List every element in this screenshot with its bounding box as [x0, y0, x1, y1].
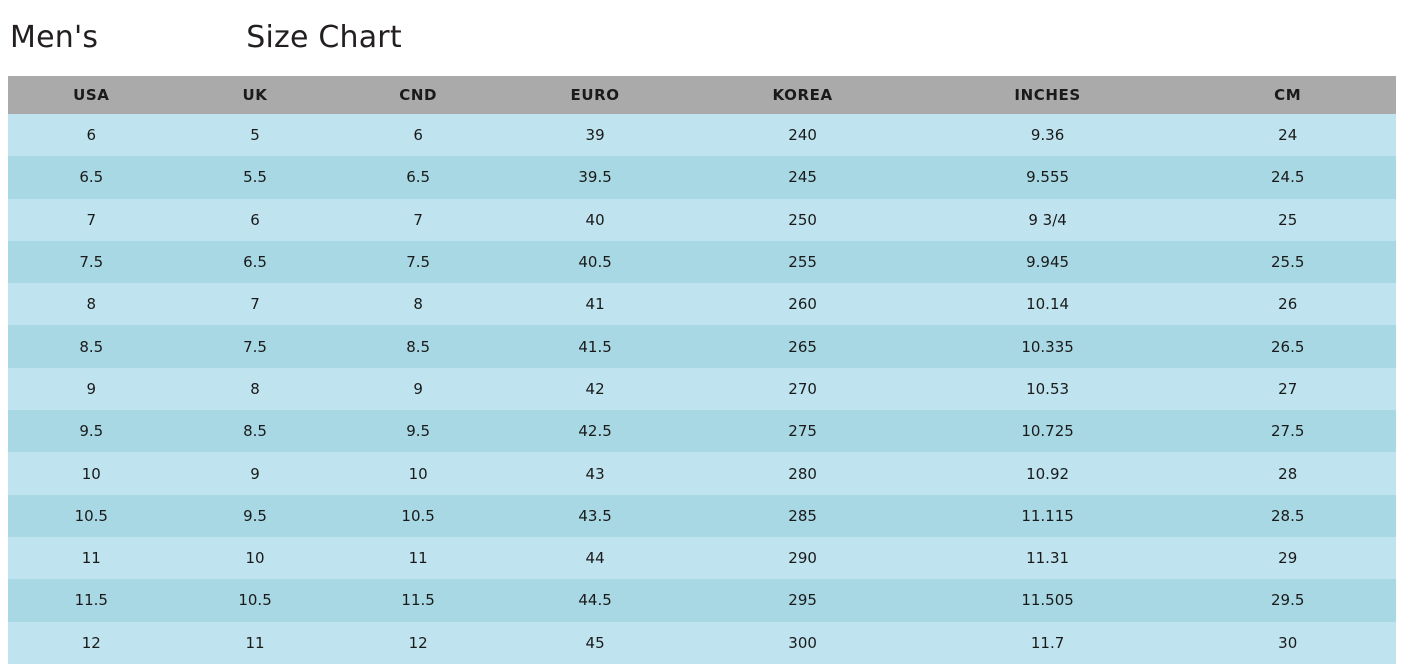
- cell-usa: 10.5: [8, 495, 175, 537]
- cell-euro: 39: [501, 114, 690, 156]
- cell-uk: 5.5: [175, 156, 336, 198]
- column-header-euro: EURO: [501, 76, 690, 114]
- cell-euro: 44.5: [501, 579, 690, 621]
- cell-cm: 28: [1179, 452, 1396, 494]
- cell-euro: 41.5: [501, 325, 690, 367]
- table-row: [8, 495, 1396, 537]
- cell-cm: 27.5: [1179, 410, 1396, 452]
- cell-euro: 39.5: [501, 156, 690, 198]
- cell-cm: 29: [1179, 537, 1396, 579]
- cell-inches: 10.725: [916, 410, 1180, 452]
- cell-uk: 6.5: [175, 241, 336, 283]
- cell-usa: 11.5: [8, 579, 175, 621]
- cell-euro: 44: [501, 537, 690, 579]
- cell-euro: 42.5: [501, 410, 690, 452]
- table-row: [8, 410, 1396, 452]
- cell-korea: 255: [689, 241, 915, 283]
- table-row: [8, 537, 1396, 579]
- cell-cnd: 11.5: [336, 579, 501, 621]
- cell-inches: 10.14: [916, 283, 1180, 325]
- table-row: [8, 199, 1396, 241]
- cell-inches: 11.31: [916, 537, 1180, 579]
- cell-uk: 10.5: [175, 579, 336, 621]
- cell-euro: 42: [501, 368, 690, 410]
- cell-inches: 9.945: [916, 241, 1180, 283]
- cell-korea: 240: [689, 114, 915, 156]
- cell-uk: 9: [175, 452, 336, 494]
- column-header-korea: KOREA: [689, 76, 915, 114]
- table-row: [8, 579, 1396, 621]
- cell-usa: 9: [8, 368, 175, 410]
- cell-cm: 24.5: [1179, 156, 1396, 198]
- cell-korea: 285: [689, 495, 915, 537]
- table-body: [8, 114, 1396, 664]
- cell-inches: 9.36: [916, 114, 1180, 156]
- cell-cm: 26: [1179, 283, 1396, 325]
- cell-cm: 28.5: [1179, 495, 1396, 537]
- cell-usa: 9.5: [8, 410, 175, 452]
- cell-inches: 10.335: [916, 325, 1180, 367]
- cell-cnd: 9.5: [336, 410, 501, 452]
- cell-korea: 245: [689, 156, 915, 198]
- cell-usa: 12: [8, 622, 175, 664]
- table-row: [8, 368, 1396, 410]
- cell-usa: 6.5: [8, 156, 175, 198]
- cell-cm: 27: [1179, 368, 1396, 410]
- cell-cnd: 8.5: [336, 325, 501, 367]
- cell-uk: 8: [175, 368, 336, 410]
- cell-uk: 11: [175, 622, 336, 664]
- cell-usa: 6: [8, 114, 175, 156]
- cell-usa: 8: [8, 283, 175, 325]
- cell-korea: 265: [689, 325, 915, 367]
- cell-cnd: 7.5: [336, 241, 501, 283]
- cell-inches: 11.505: [916, 579, 1180, 621]
- cell-uk: 7: [175, 283, 336, 325]
- cell-inches: 10.92: [916, 452, 1180, 494]
- table-row: [8, 241, 1396, 283]
- cell-usa: 11: [8, 537, 175, 579]
- cell-euro: 40.5: [501, 241, 690, 283]
- cell-korea: 295: [689, 579, 915, 621]
- cell-cm: 30: [1179, 622, 1396, 664]
- cell-euro: 43.5: [501, 495, 690, 537]
- cell-cnd: 6: [336, 114, 501, 156]
- cell-cnd: 7: [336, 199, 501, 241]
- column-header-inches: INCHES: [916, 76, 1180, 114]
- cell-korea: 275: [689, 410, 915, 452]
- cell-korea: 300: [689, 622, 915, 664]
- cell-cm: 25.5: [1179, 241, 1396, 283]
- size-chart-table: [8, 76, 1396, 664]
- table-header-row: [8, 76, 1396, 114]
- column-header-cnd: CND: [336, 76, 501, 114]
- cell-inches: 9 3/4: [916, 199, 1180, 241]
- page-title: [10, 20, 402, 55]
- cell-korea: 280: [689, 452, 915, 494]
- cell-cm: 26.5: [1179, 325, 1396, 367]
- cell-uk: 9.5: [175, 495, 336, 537]
- cell-inches: 9.555: [916, 156, 1180, 198]
- cell-inches: 10.53: [916, 368, 1180, 410]
- table-header: [8, 76, 1396, 114]
- cell-usa: 10: [8, 452, 175, 494]
- cell-cnd: 6.5: [336, 156, 501, 198]
- table-row: [8, 325, 1396, 367]
- page-title-prefix: Men's: [10, 20, 99, 55]
- cell-uk: 5: [175, 114, 336, 156]
- cell-uk: 7.5: [175, 325, 336, 367]
- cell-cnd: 10: [336, 452, 501, 494]
- page-title-suffix: Size Chart: [246, 20, 402, 55]
- cell-euro: 45: [501, 622, 690, 664]
- cell-euro: 40: [501, 199, 690, 241]
- table-row: [8, 156, 1396, 198]
- cell-korea: 260: [689, 283, 915, 325]
- cell-cnd: 11: [336, 537, 501, 579]
- table-row: [8, 452, 1396, 494]
- cell-euro: 41: [501, 283, 690, 325]
- cell-uk: 10: [175, 537, 336, 579]
- cell-korea: 250: [689, 199, 915, 241]
- cell-uk: 6: [175, 199, 336, 241]
- cell-uk: 8.5: [175, 410, 336, 452]
- cell-cnd: 10.5: [336, 495, 501, 537]
- cell-usa: 7.5: [8, 241, 175, 283]
- column-header-uk: UK: [175, 76, 336, 114]
- table-row: [8, 622, 1396, 664]
- cell-usa: 8.5: [8, 325, 175, 367]
- cell-cnd: 12: [336, 622, 501, 664]
- cell-usa: 7: [8, 199, 175, 241]
- cell-cm: 29.5: [1179, 579, 1396, 621]
- cell-cm: 24: [1179, 114, 1396, 156]
- cell-korea: 270: [689, 368, 915, 410]
- column-header-usa: USA: [8, 76, 175, 114]
- cell-cnd: 8: [336, 283, 501, 325]
- table-row: [8, 283, 1396, 325]
- cell-korea: 290: [689, 537, 915, 579]
- cell-cnd: 9: [336, 368, 501, 410]
- cell-cm: 25: [1179, 199, 1396, 241]
- table-row: [8, 114, 1396, 156]
- cell-euro: 43: [501, 452, 690, 494]
- cell-inches: 11.7: [916, 622, 1180, 664]
- column-header-cm: CM: [1179, 76, 1396, 114]
- cell-inches: 11.115: [916, 495, 1180, 537]
